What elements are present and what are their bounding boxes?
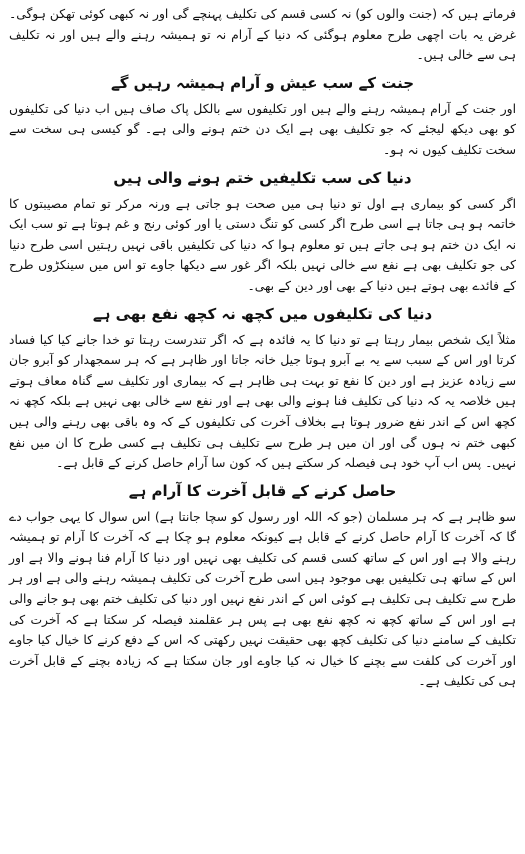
heading-hereafter-comfort: حاصل کرنے کے قابل آخرت کا آرام ہے <box>128 481 397 500</box>
section-worldly-hardships-end <box>9 167 516 297</box>
heading-paradise-comforts: جنت کے سب عیش و آرام ہمیشہ رہیں گے <box>110 73 415 92</box>
section-hereafter-comfort <box>9 480 516 692</box>
heading-hardships-benefit: دنیا کی تکلیفوں میں کچھ نہ کچھ نفع بھی ہے <box>92 304 433 323</box>
paragraph-paradise-comforts: اور جنت کے آرام ہمیشہ رہنے والے ہیں اور تکلیفوں سے بالکل پاک صاف ہیں اب دنیا کی تکلیفوں کو بھی دیکھ لیجئے کہ جو تکلیف بھی ہے ایک دن ختم ہونے والی ہے۔ گو کیسی ہی سخت سے سخت تکلیف کیوں نہ ہو۔ <box>9 101 516 157</box>
heading-worldly-hardships-end: دنیا کی سب تکلیفیں ختم ہونے والی ہیں <box>113 168 412 187</box>
paragraph-hardships-benefit: مثلاً ایک شخص بیمار رہتا ہے تو دنیا کا یہ فائدہ ہے کہ اگر تندرست رہتا تو خدا جانے کیا کیا فساد کرتا اور اس کے سبب سے یہ بے آبرو ہوتا جیل خانہ جاتا اور ظاہر ہے کہ ہر سمجھدار کو آبرو جان سے زیادہ عزیز ہے اور دین کا نفع تو بہت ہی ظاہر ہے کہ بیماری اور تکلیف سے گناہ معاف ہوتے ہیں خلاصہ یہ کہ دنیا کی تکلیف فنا ہونے والی بھی ہے اور نفع سے خالی بھی نہیں ہے بلکہ کچھ نہ کچھ اس کے اندر نفع ضرور ہوتا ہے بخلاف آخرت کی تکلیفوں کے کہ وہ باقی بھی رہنے والی ہیں کبھی ختم نہ ہوں گی اور ان میں ہر طرح سے تکلیف ہی تکلیف ہے کسی طرح کا ان میں نفع نہیں۔ پس اب آپ خود ہی فیصلہ کر سکتے ہیں کہ کون سا آرام حاصل کرنے کے قابل ہے۔ <box>9 332 516 471</box>
paragraph-worldly-hardships-end: اگر کسی کو بیماری ہے اول تو دنیا ہی میں صحت ہو جاتی ہے ورنہ مرکر تو تمام مصیبتوں کا خاتمہ ہو ہی جاتا ہے اسی طرح اگر کسی کو تنگ دستی یا اور کوئی رنج و غم ہوتا ہے تو سب ایک نہ ایک دن ختم ہو ہی جاتے ہیں تو معلوم ہوا کہ دنیا کی تکلیفیں باقی نہیں رہتیں اسی طرح دنیا کی جو تکلیف بھی ہے نفع سے خالی نہیں بلکہ اگر غور سے دیکھا جاوے تو اس میں سینکڑوں طرح کے فائدے بھی ہوتے ہیں دنیا کے بھی اور دین کے بھی۔ <box>9 196 516 293</box>
section-paradise-comforts <box>9 72 516 161</box>
section-hardships-benefit <box>9 303 516 474</box>
section-intro <box>9 4 516 66</box>
paragraph-hereafter-comfort: سو ظاہر ہے کہ ہر مسلمان (جو کہ اللہ اور رسول کو سچا جانتا ہے) اس سوال کا یہی جواب دے گا کہ آخرت کا آرام حاصل کرنے کے قابل ہے کیونکہ معلوم ہو چکا ہے کہ آخرت کا آرام تو ہمیشہ رہنے والا ہے اور اس کے ساتھ کسی قسم کی تکلیف بھی نہیں اور دنیا کا آرام فنا ہونے والا ہے اور اس کے ساتھ ہی تکلیفیں بھی موجود ہیں اسی طرح آخرت کی تکلیف ہمیشہ رہنے والی ہے اور ہر طرح سے تکلیف ہی تکلیف ہے کوئی اس کے اندر نفع نہیں اور دنیا کی تکلیف ختم بھی ہو جانے والی ہے اور اس کے ساتھ کچھ نہ کچھ نفع بھی ہے پس ہر عقلمند فیصلہ کر سکتا ہے کہ آخرت کی تکلیف کے سامنے دنیا کی تکلیف کچھ بھی حقیقت نہیں رکھتی کہ اس کے دفع کرنے کا خیال کیا جاوے اور آخرت کی کلفت سے بچنے کا خیال نہ کیا جاوے اور جان سکتا ہے کہ زیادہ بچنے کے قابل آخرت ہی کی تکلیف ہے۔ <box>9 509 516 689</box>
paragraph-intro: فرماتے ہیں کہ (جنت والوں کو) نہ کسی قسم کی تکلیف پہنچے گی اور نہ کبھی کوئی تھکن ہوگی۔ غرض یہ بات اچھی طرح معلوم ہوگئی کہ دنیا کے آرام نہ تو ہمیشہ رہنے والے ہیں اور نہ تکلیف ہی سے خالی ہیں۔ <box>9 7 516 63</box>
